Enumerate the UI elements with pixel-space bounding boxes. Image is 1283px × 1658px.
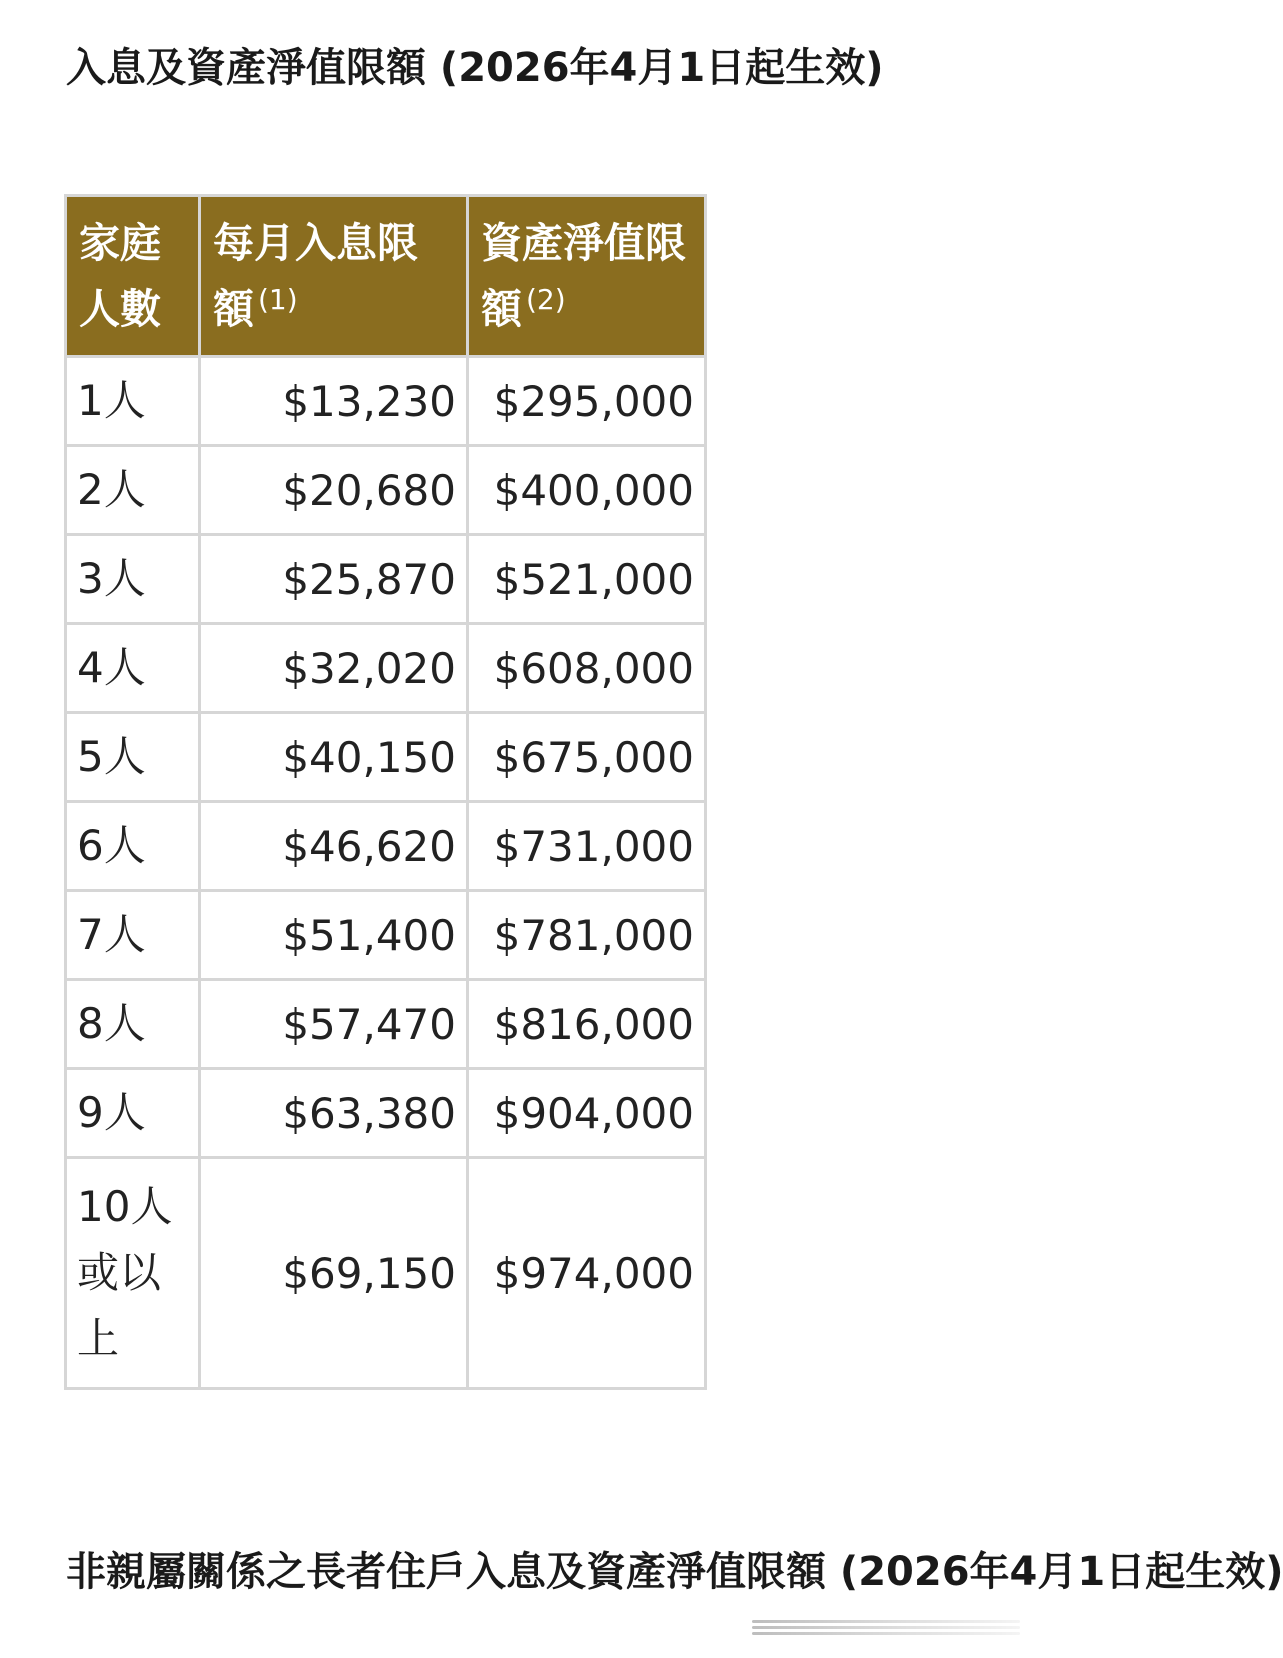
page-title: 入息及資產淨值限額 (2026年4月1日起生效) bbox=[66, 45, 884, 91]
income-limit-cell: $69,150 bbox=[200, 1158, 468, 1389]
income-limit-cell: $32,020 bbox=[200, 624, 468, 713]
household-size-cell: 3人 bbox=[66, 535, 200, 624]
asset-limit-cell: $731,000 bbox=[468, 802, 706, 891]
table-row bbox=[66, 1069, 706, 1158]
household-size-cell: 8人 bbox=[66, 980, 200, 1069]
table-row bbox=[66, 802, 706, 891]
scroll-indicator bbox=[752, 1620, 1020, 1642]
income-limit-cell: $20,680 bbox=[200, 446, 468, 535]
table-row bbox=[66, 624, 706, 713]
footnote-marker-1: (1) bbox=[258, 283, 298, 316]
table-row bbox=[66, 446, 706, 535]
header-monthly-income-limit: 每月入息限額 $^{(1)}$ bbox=[200, 196, 468, 357]
table-row bbox=[66, 980, 706, 1069]
table-row bbox=[66, 891, 706, 980]
header-household-size: 家庭人數 bbox=[66, 196, 200, 357]
income-limit-cell: $13,230 bbox=[200, 357, 468, 446]
table-row bbox=[66, 1158, 706, 1389]
footnote-marker-2: (2) bbox=[526, 283, 566, 316]
income-limit-cell: $25,870 bbox=[200, 535, 468, 624]
income-limit-cell: $57,470 bbox=[200, 980, 468, 1069]
asset-limit-cell: $521,000 bbox=[468, 535, 706, 624]
household-size-cell: 1人 bbox=[66, 357, 200, 446]
asset-limit-cell: $295,000 bbox=[468, 357, 706, 446]
household-size-cell: 6人 bbox=[66, 802, 200, 891]
income-limit-cell: $51,400 bbox=[200, 891, 468, 980]
asset-limit-cell: $675,000 bbox=[468, 713, 706, 802]
household-size-cell: 9人 bbox=[66, 1069, 200, 1158]
asset-limit-cell: $400,000 bbox=[468, 446, 706, 535]
table-row bbox=[66, 357, 706, 446]
household-size-cell: 2人 bbox=[66, 446, 200, 535]
income-limit-cell: $46,620 bbox=[200, 802, 468, 891]
table-row bbox=[66, 535, 706, 624]
asset-limit-cell: $781,000 bbox=[468, 891, 706, 980]
table-header-row bbox=[66, 196, 706, 357]
household-size-cell: 10人或以上 bbox=[66, 1158, 200, 1389]
asset-limit-cell: $816,000 bbox=[468, 980, 706, 1069]
asset-limit-cell: $608,000 bbox=[468, 624, 706, 713]
asset-limit-cell: $904,000 bbox=[468, 1069, 706, 1158]
income-limit-cell: $63,380 bbox=[200, 1069, 468, 1158]
household-size-cell: 4人 bbox=[66, 624, 200, 713]
household-size-cell: 7人 bbox=[66, 891, 200, 980]
asset-limit-cell: $974,000 bbox=[468, 1158, 706, 1389]
income-limit-cell: $40,150 bbox=[200, 713, 468, 802]
section-title: 非親屬關係之長者住戶入息及資產淨值限額 (2026年4月1日起生效) bbox=[66, 1549, 1283, 1595]
limits-table bbox=[64, 194, 707, 1390]
household-size-cell: 5人 bbox=[66, 713, 200, 802]
table-row bbox=[66, 713, 706, 802]
header-asset-limit: 資產淨值限額 $^{(2)}$ bbox=[468, 196, 706, 357]
